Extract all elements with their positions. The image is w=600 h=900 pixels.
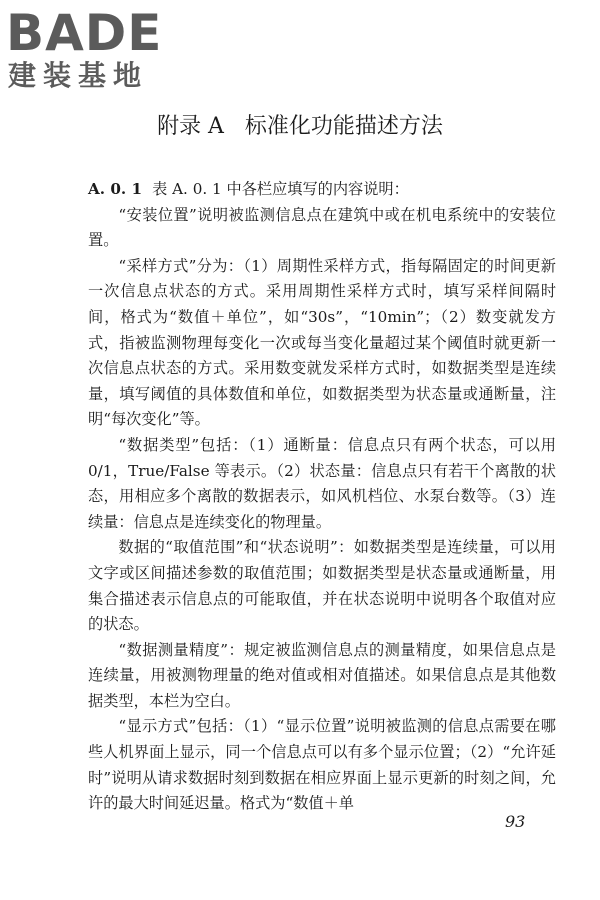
section-intro: 表 A. 0. 1 中各栏应填写的内容说明： [152,180,409,198]
paragraph-sampling-method: “采样方式”分为：（1）周期性采样方式，指每隔固定的时间更新一次信息点状态的方式。采用周期性采样方式时，填写采样间隔时间，格式为“数值＋单位”，如“30s”，“10min”；（2）数变就发方式，指被监测物理每变化一次或每当变化量超过某个阈值时就更新一次信息点状态的方式。采用数变就发采样方式时，如数据类型是连续量，填写阈值的具体数值和单位，如数据类型为状态量或通断量，注明“每次变化”等。 [88,256,556,429]
page-title: 附录 A 标准化功能描述方法 [157,114,443,139]
section-number: A. 0. 1 [88,180,143,198]
logo-wordmark: BADE [6,4,163,62]
bade-logo [6,6,182,92]
logo-subtitle: 建装基地 [8,59,149,92]
paragraph-measurement-precision: “数据测量精度”：规定被监测信息点的测量精度，如果信息点是连续量，用被测物理量的绝对值或相对值描述。如果信息点是其他数据类型，本栏为空白。 [88,640,556,710]
page-number: 93 [505,812,526,831]
paragraph-value-range: 数据的“取值范围”和“状态说明”：如数据类型是连续量，可以用文字或区间描述参数的取值范围；如数据类型是状态量或通断量，用集合描述表示信息点的可能取值，并在状态说明中说明各个取值对应的状态。 [88,538,556,634]
paragraph-install-location: “安装位置”说明被监测信息点在建筑中或在机电系统中的安装位置。 [88,205,556,250]
paragraph-data-type: “数据类型”包括：（1）通断量：信息点只有两个状态，可以用 0/1，True/False 等表示。（2）状态量：信息点只有若干个离散的状态，用相应多个离散的数据表示，如风机档位、水泵台数等。（3）连续量：信息点是连续变化的物理量。 [88,435,556,531]
document-body [88,177,556,817]
section-heading [88,177,556,203]
paragraph-display-mode: “显示方式”包括：（1）“显示位置”说明被监测的信息点需要在哪些人机界面上显示，同一个信息点可以有多个显示位置；（2）“允许延时”说明从请求数据时刻到数据在相应界面上显示更新的时刻之间，允许的最大时间延迟量。格式为“数值＋单 [88,717,556,813]
